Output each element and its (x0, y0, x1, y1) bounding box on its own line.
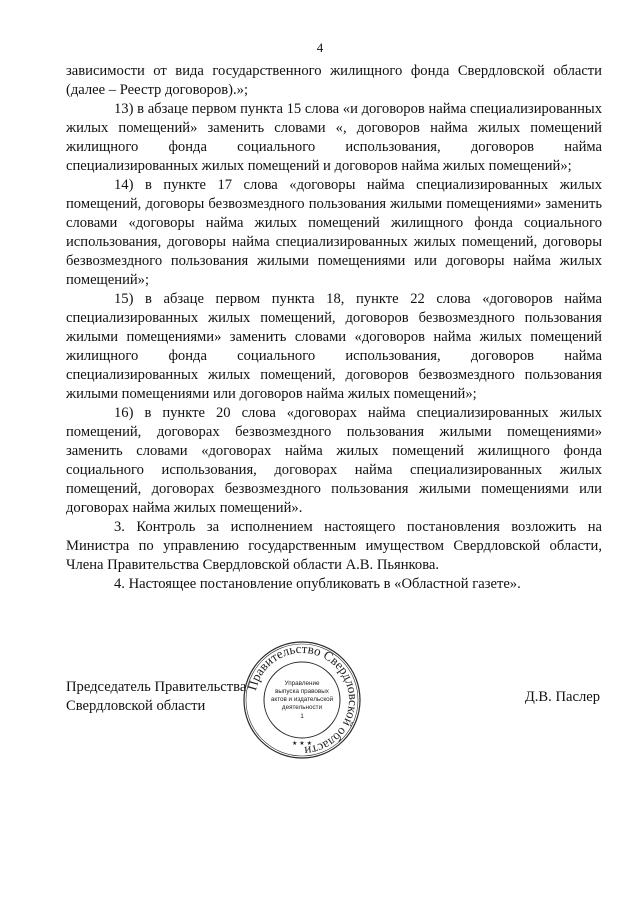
document-body (66, 62, 602, 594)
seal-number: 1 (300, 713, 304, 720)
paragraph-item-15: 15) в абзаце первом пункта 18, пункте 22 слова «договоров найма специализированных жилых помещений, договоров безвозмездного пользования жилыми помещениями» заменить словами «договоров найма жилых помещений жилищного фонда социального использования, договоров найма специализированных жилых помещений, договоров безвозмездного пользования жилыми помещениями или договоров найма жилых помещений»; (66, 291, 602, 402)
paragraph-item-13: 13) в абзаце первом пункта 15 слова «и договоров найма специализированных жилых помещений» заменить словами «, договоров найма жилых помещений жилищного фонда социального использования, договоров найма специализированных жилых помещений и договоров найма жилых помещений»; (66, 101, 602, 174)
seal-ring-text: Правительство Свердловской области (244, 640, 362, 760)
seal-center-line4: деятельности (281, 704, 323, 711)
seal-center-line3: актов и издательской (270, 696, 334, 703)
signatory-title-line2: Свердловской области (66, 698, 206, 714)
page-number: 4 (316, 40, 324, 55)
seal-stars: ★ ★ ★ (292, 740, 312, 747)
paragraph-clause-3: 3. Контроль за исполнением настоящего постановления возложить на Министра по управлению государственным имуществом Свердловской области, Члена Правительства Свердловской области А.В. Пьянкова. (66, 519, 602, 573)
signatory-title-line1: Председатель Правительства (66, 679, 247, 695)
signatory-name: Д.В. Паслер (524, 689, 600, 705)
paragraph-item-16: 16) в пункте 20 слова «договорах найма специализированных жилых помещений, договорах безвозмездного пользования жилыми помещениями» заменить словами «договорах найма жилых помещений жилищного фонда социального использования, договорах найма специализированных жилых помещений, договорах безвозмездного пользования жилыми помещениями или договорах найма жилых помещений». (66, 405, 602, 516)
seal-center-line2: выпуска правовых (275, 688, 329, 695)
paragraph-continuation: зависимости от вида государственного жилищного фонда Свердловской области (далее – Реестр договоров).»; (66, 63, 602, 98)
seal-center-line1: Управление (284, 680, 320, 687)
paragraph-item-14: 14) в пункте 17 слова «договоры найма специализированных жилых помещений, договоры безвозмездного пользования жилыми помещениями» заменить словами «договоры найма жилых помещений жилищного фонда социального использования, договоры найма специализированных жилых помещений, договоры безвозмездного пользования жилыми помещениями или договоры найма жилых помещений»; (66, 177, 602, 288)
paragraph-clause-4: 4. Настоящее постановление опубликовать в «Областной газете». (114, 576, 521, 592)
signatory-title (66, 678, 246, 716)
official-seal (242, 640, 362, 760)
